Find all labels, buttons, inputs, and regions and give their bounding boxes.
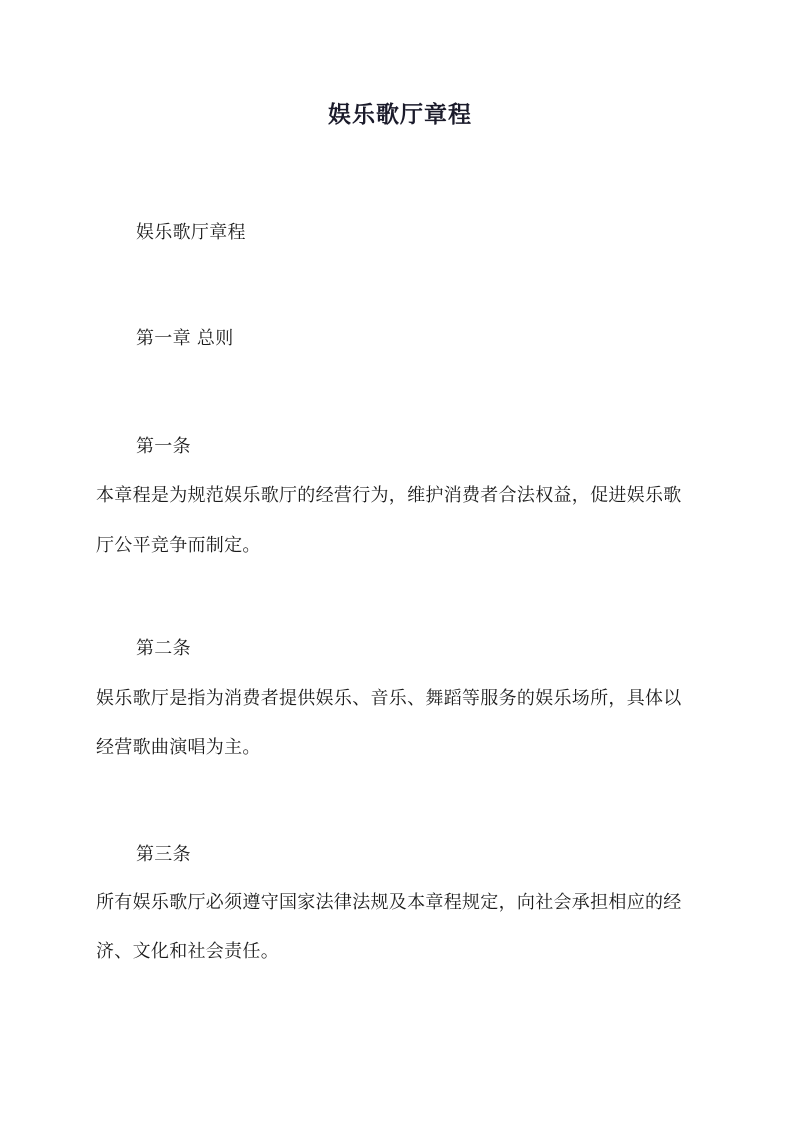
article-3-line-2: 济、文化和社会责任。 xyxy=(96,941,279,962)
document-title: 娱乐歌厅章程 xyxy=(328,101,472,128)
article-2-heading: 第二条 xyxy=(136,638,191,659)
article-2-line-1: 娱乐歌厅是指为消费者提供娱乐、音乐、舞蹈等服务的娱乐场所，具体以 xyxy=(96,688,682,709)
article-1-line-1: 本章程是为规范娱乐歌厅的经营行为，维护消费者合法权益，促进娱乐歌 xyxy=(96,485,682,506)
article-3-heading: 第三条 xyxy=(136,844,191,865)
document-subtitle: 娱乐歌厅章程 xyxy=(136,222,246,243)
article-2-line-2: 经营歌曲演唱为主。 xyxy=(96,737,261,758)
article-1-heading: 第一条 xyxy=(136,436,191,457)
chapter-heading: 第一章 总则 xyxy=(136,328,234,349)
article-1-line-2: 厅公平竞争而制定。 xyxy=(96,535,261,556)
article-3-line-1: 所有娱乐歌厅必须遵守国家法律法规及本章程规定，向社会承担相应的经 xyxy=(96,892,682,913)
